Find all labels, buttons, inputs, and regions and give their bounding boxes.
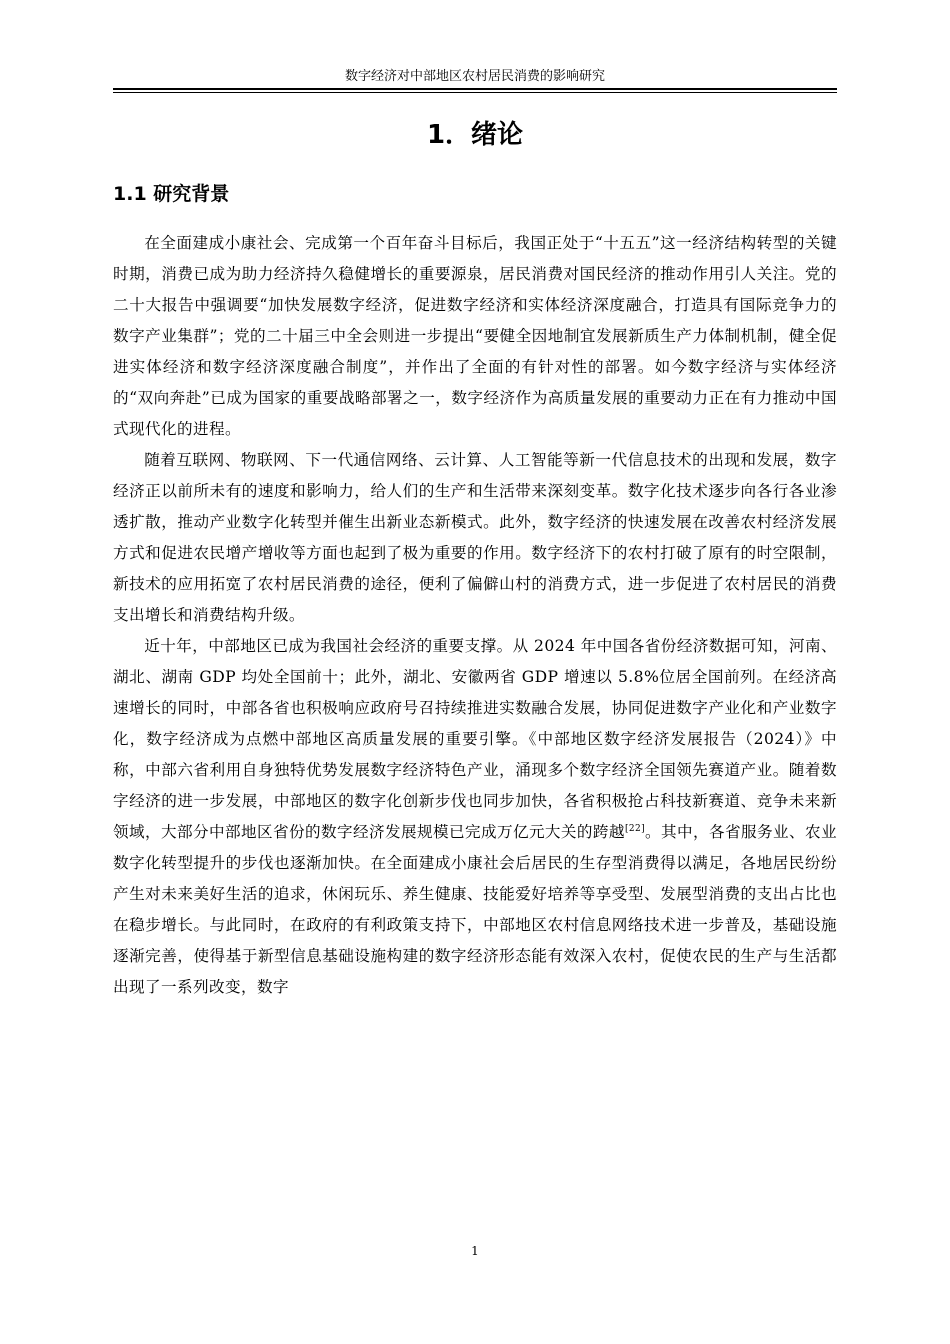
paragraph-2: 随着互联网、物联网、下一代通信网络、云计算、人工智能等新一代信息技术的出现和发展，数字经济正以前所未有的速度和影响力，给人们的生产和生活带来深刻变革。数字化技术逐步向各行各业渗透扩散，推动产业数字化转型并催生出新业态新模式。此外，数字经济的快速发展在改善农村经济发展方式和促进农民增产增收等方面也起到了极为重要的作用。数字经济下的农村打破了原有的时空限制，新技术的应用拓宽了农村居民消费的途径，便利了偏僻山村的消费方式，进一步促进了农村居民的消费支出增长和消费结构升级。 bbox=[113, 451, 837, 624]
paragraph-3 bbox=[113, 631, 837, 1003]
paragraph-3-text-a: 近十年，中部地区已成为我国社会经济的重要支撑。从 2024 年中国各省份经济数据可知，河南、湖北、湖南 GDP 均处全国前十；此外，湖北、安徽两省 GDP 增速以 5.8%位居全国前列。在经济高速增长的同时，中部各省也积极响应政府号召持续推进实数融合发展，协同促进数字产业化和产业数字化，数字经济成为点燃中部地区高质量发展的重要引擎。《中部地区数字经济发展报告（2024）》中称，中部六省利用自身独特优势发展数字经济特色产业，涌现多个数字经济全国领先赛道产业。随着数字经济的进一步发展，中部地区的数字化创新步伐也同步加快，各省积极抢占科技新赛道、竞争未来新领域，大部分中部地区省份的数字经济发展规模已完成万亿元大关的跨越 bbox=[113, 637, 837, 841]
paragraph-3-text-b: 。其中，各省服务业、农业数字化转型提升的步伐也逐渐加快。在全面建成小康社会后居民的生存型消费得以满足，各地居民纷纷产生对未来美好生活的追求，休闲玩乐、养生健康、技能爱好培养等享受型、发展型消费的支出占比也在稳步增长。与此同时，在政府的有利政策支持下，中部地区农村信息网络技术进一步普及，基础设施逐渐完善，使得基于新型信息基础设施构建的数字经济形态能有效深入农村，促使农民的生产与生活都出现了一系列改变，数字 bbox=[113, 823, 837, 996]
header-rule-thin bbox=[113, 92, 837, 93]
paragraph-1: 在全面建成小康社会、完成第一个百年奋斗目标后，我国正处于“十五五”这一经济结构转型的关键时期，消费已成为助力经济持久稳健增长的重要源泉，居民消费对国民经济的推动作用引人关注。党的二十大报告中强调要“加快发展数字经济，促进数字经济和实体经济深度融合，打造具有国际竞争力的数字产业集群”；党的二十届三中全会则进一步提出“要健全因地制宜发展新质生产力体制机制，健全促进实体经济和数字经济深度融合制度”，并作出了全面的有针对性的部署。如今数字经济与实体经济的“双向奔赴”已成为国家的重要战略部署之一，数字经济作为高质量发展的重要动力正在有力推动中国式现代化的进程。 bbox=[113, 234, 837, 438]
header-rule-thick bbox=[113, 88, 837, 90]
citation-marker[interactable]: [22] bbox=[624, 823, 646, 834]
running-header: 数字经济对中部地区农村居民消费的影响研究 bbox=[344, 69, 605, 84]
section-title: 1.1 研究背景 bbox=[113, 183, 230, 205]
page-number: 1 bbox=[471, 1244, 479, 1258]
body-text bbox=[113, 228, 837, 1003]
chapter-title: 1．绪论 bbox=[426, 120, 524, 150]
